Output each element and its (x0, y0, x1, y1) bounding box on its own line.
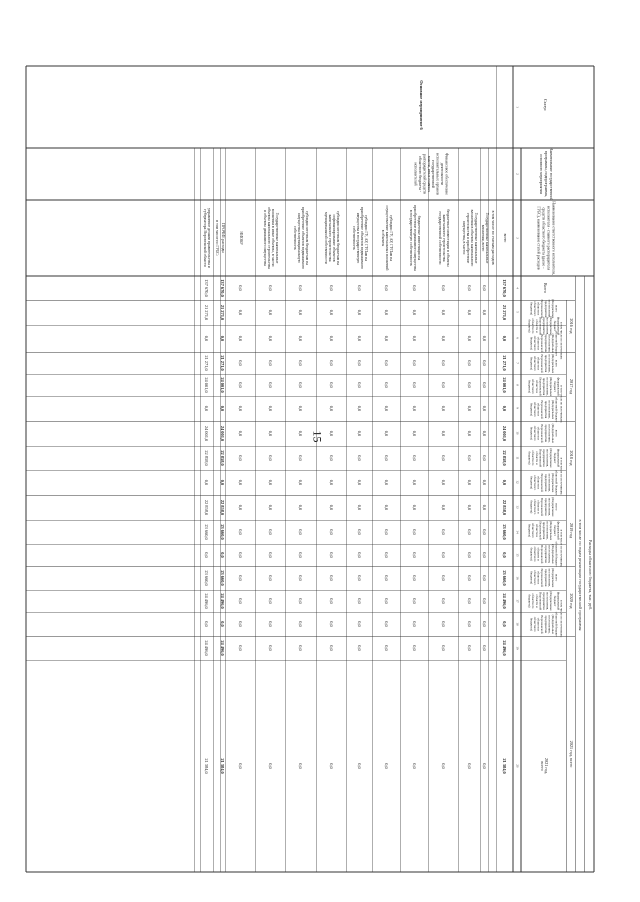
value-cell: 0,0 (297, 479, 303, 486)
value-cell: 0,0 (237, 621, 243, 627)
value-cell: 0,0 (440, 360, 446, 366)
value-cell: 0,0 (237, 479, 243, 486)
row-label: Государственные капитальныевложения в иные объекты, в части:объекты капитального строительстваи объекты движимого имущества (263, 207, 279, 269)
value-cell: 23 660,0 (203, 570, 209, 586)
value-cell: 0,0 (383, 763, 389, 769)
column-number: 10 (515, 431, 520, 435)
page-number: 15 (310, 430, 325, 443)
value-cell: 0,0 (267, 285, 273, 291)
value-cell: 0,0 (383, 335, 389, 342)
row-label: субсидии ГУ, АУ, ГУПам наприобретение объектов недвижимогоимущества в государственнуюсобственность (352, 206, 368, 270)
value-cell: 24 496,0 (203, 593, 209, 609)
value-cell: 0,0 (328, 504, 334, 511)
value-cell: 0,0 (267, 552, 273, 558)
value-cell: 0,0 (297, 405, 303, 412)
value-cell: 0,0 (237, 382, 243, 388)
value-cell: 0,0 (356, 430, 362, 437)
value-cell: 0,0 (267, 309, 273, 316)
value-cell: 0,0 (356, 598, 362, 604)
in-that-header: в том числе по источникам: (559, 599, 564, 638)
value-cell: 0,0 (411, 552, 417, 558)
value-cell: 0,0 (237, 645, 243, 651)
value-cell: 0,0 (297, 360, 303, 366)
value-cell: 0,0 (328, 309, 334, 316)
value-cell: 0,0 (356, 645, 362, 651)
value-cell: 0,0 (267, 504, 273, 511)
value-cell: 0,0 (356, 621, 362, 627)
year-header: 2020 год (569, 593, 575, 609)
value-cell: 22 858,0 (501, 450, 507, 466)
value-cell: 24 496,0 (203, 640, 209, 656)
value-cell: 0,0 (440, 405, 446, 412)
row-label: субсидии ГУ, АУ, ГУПам наосуществление капитальных вложенийв объекты (381, 205, 393, 271)
value-cell: 0,0 (267, 405, 273, 412)
column-number: 16 (515, 576, 520, 580)
value-cell: 0,0 (203, 335, 209, 342)
value-cell: 24 496,0 (219, 640, 225, 656)
budget-subtitle: в том числе по годам реализации государственной программы (578, 519, 584, 631)
value-cell: 0,0 (328, 430, 334, 437)
value-cell: 0,0 (267, 575, 273, 581)
column-number: 17 (515, 599, 520, 603)
row-label: всего (503, 233, 507, 243)
subheader: федеральныйбюджет(Федеральныепоступления,предприятияВоронежскойобласти иобластногобюджета) (527, 316, 561, 336)
value-cell: 0,0 (297, 430, 303, 437)
value-cell: 22 858,0 (203, 450, 209, 466)
value-cell: 0,0 (328, 552, 334, 558)
value-cell: 0,0 (466, 455, 472, 461)
value-cell: 0,0 (383, 405, 389, 412)
subheader: всего(Федеральныепоступления,предприятияВоронежскойобласти иобластногобюджета) (529, 567, 559, 588)
value-cell: 0,0 (466, 430, 472, 437)
in-that-header: в том числе по источникам: (559, 529, 564, 568)
value-cell: 0,0 (267, 529, 273, 535)
value-cell: 0,0 (440, 309, 446, 316)
column-number: 4 (515, 287, 520, 289)
value-cell: 0,0 (328, 455, 334, 461)
column-number: 6 (515, 337, 520, 339)
value-cell: 0,0 (411, 479, 417, 486)
value-cell: 0,0 (328, 763, 334, 769)
value-cell: 0,0 (356, 763, 362, 769)
value-cell: 0,0 (237, 575, 243, 581)
value-cell: 0,0 (411, 360, 417, 366)
value-cell: 23 660,0 (501, 570, 507, 586)
budget-title: Расходы областного бюджета, тыс. руб. (588, 539, 594, 611)
subheader: областной бюджет(Федеральныепоступления,предприятияВоронежскойобласти иобластногобюджета) (529, 611, 559, 637)
value-cell: 0,0 (297, 763, 303, 769)
program-header: Наименование государственнойпрограммы, подпрограммы,основного мероприятия (539, 147, 553, 201)
value-cell: 0,0 (237, 763, 243, 769)
value-cell: 0,0 (466, 309, 472, 316)
value-cell: 0,0 (383, 285, 389, 291)
value-cell: 0,0 (466, 529, 472, 535)
column-number: 12 (515, 480, 520, 484)
value-cell: 0,0 (219, 479, 225, 486)
value-cell: 0,0 (297, 285, 303, 291)
value-cell: 0,0 (297, 335, 303, 342)
value-cell: 0,0 (356, 360, 362, 366)
value-cell: 23 660,0 (203, 524, 209, 540)
value-cell: 0,0 (356, 455, 362, 461)
value-cell: 0,0 (328, 645, 334, 651)
value-cell: 0,0 (267, 645, 273, 651)
value-cell: 0,0 (501, 405, 507, 412)
value-cell: 0,0 (297, 552, 303, 558)
value-cell: 0,0 (356, 529, 362, 535)
row-label: субсидии местным бюджетам насофинансирование объектовкапитального строительствамуниципальной собственности (324, 210, 340, 266)
value-cell: 0,0 (440, 763, 446, 769)
column-number: 8 (515, 384, 520, 386)
value-cell: 0,0 (237, 529, 243, 535)
value-cell: 21 271,0 (203, 304, 209, 321)
subheader: областной бюджет(Федеральныепоступления,предприятияВоронежскойобласти иобластногобюджета) (529, 330, 559, 356)
row-label: НИОКР (239, 231, 243, 245)
value-cell: 0,0 (297, 529, 303, 535)
value-cell: 0,0 (356, 504, 362, 511)
value-cell: 0,0 (440, 575, 446, 581)
subheader: федеральныйбюджет(Федеральныепоступления,предприятияВоронежскойобласти иобластногобюджета) (527, 520, 561, 541)
value-cell: 0,0 (383, 309, 389, 316)
value-cell: 0,0 (481, 479, 487, 486)
value-cell: 0,0 (466, 598, 472, 604)
value-cell: 0,0 (411, 335, 417, 342)
value-cell: 0,0 (356, 479, 362, 486)
value-cell: 0,0 (440, 529, 446, 535)
value-cell: 0,0 (481, 405, 487, 412)
column-number: 7 (515, 362, 520, 364)
value-cell: 0,0 (267, 479, 273, 486)
subheader: всего(Федеральныепоступления,предприятияВоронежскойобласти иобластногобюджета) (529, 423, 559, 444)
value-cell: 0,0 (237, 455, 243, 461)
value-cell: 0,0 (267, 455, 273, 461)
value-cell: 21 384,0 (501, 758, 507, 774)
value-cell: 24 496,0 (501, 593, 507, 609)
subheader: федеральныйбюджет(Федеральныепоступления,предприятияВоронежскойобласти иобластногобюджета) (527, 448, 561, 468)
value-cell: 0,0 (481, 552, 487, 558)
value-cell: 21 384,0 (219, 758, 225, 774)
value-cell: 0,0 (411, 575, 417, 581)
in-that-header: в том числе по источникам: (559, 457, 564, 496)
total-header: Всего (543, 282, 549, 294)
value-cell: 0,0 (328, 405, 334, 412)
value-cell: 0,0 (411, 763, 417, 769)
value-cell: 0,0 (440, 479, 446, 486)
value-cell: 24 001,0 (203, 377, 209, 393)
subheader: всего(Федеральныепоступления,предприятияВоронежскойобласти иобластногобюджета) (529, 353, 559, 374)
value-cell: 0,0 (328, 598, 334, 604)
value-cell: 0,0 (481, 575, 487, 581)
column-number: 19 (515, 646, 520, 650)
column-number: 13 (515, 505, 520, 509)
column-number: 3 (515, 237, 520, 239)
value-cell: 0,0 (466, 504, 472, 511)
value-cell: 0,0 (501, 552, 507, 558)
value-cell: 0,0 (411, 285, 417, 291)
value-cell: 22 858,0 (219, 499, 225, 516)
value-cell: 0,0 (328, 529, 334, 535)
value-cell: 0,0 (383, 360, 389, 366)
value-cell: 24 001,0 (501, 377, 507, 393)
value-cell: 137 670,0 (501, 279, 507, 297)
status-label: Основное мероприятие 6 (419, 80, 424, 130)
year-header: 2018 год (569, 450, 575, 466)
value-cell: 0,0 (481, 285, 487, 291)
subheader: областной бюджет(Федеральныепоступления,предприятияВоронежскойобласти иобластногобюджета) (529, 470, 559, 496)
value-cell: 21 271,0 (219, 355, 225, 371)
value-cell: 0,0 (411, 382, 417, 388)
value-cell: 0,0 (383, 455, 389, 461)
value-cell: 22 858,0 (203, 499, 209, 516)
value-cell: 0,0 (481, 382, 487, 388)
column-number: 9 (515, 407, 520, 409)
value-cell: 0,0 (411, 430, 417, 437)
value-cell: 0,0 (440, 645, 446, 651)
column-number: 5 (515, 311, 520, 313)
value-cell: 0,0 (356, 335, 362, 342)
value-cell: 0,0 (328, 621, 334, 627)
subheader: областной бюджет(Федеральныепоступления,предприятияВоронежскойобласти иобластногобюджета) (529, 396, 559, 423)
in-that-header: в том числе по источникам: (559, 385, 564, 423)
year-total-header: 2021 год,всего (540, 757, 549, 775)
value-cell: 0,0 (383, 645, 389, 651)
value-cell: 22 858,0 (501, 499, 507, 516)
value-cell: 0,0 (481, 455, 487, 461)
value-cell: 0,0 (440, 552, 446, 558)
value-cell: 0,0 (411, 645, 417, 651)
value-cell: 24 001,0 (219, 377, 225, 393)
value-cell: 0,0 (466, 382, 472, 388)
column-number: 18 (515, 622, 520, 626)
value-cell: 0,0 (481, 645, 487, 651)
value-cell: 21 271,0 (501, 304, 507, 321)
value-cell: 0,0 (219, 405, 225, 412)
value-cell: 0,0 (237, 309, 243, 316)
year-header: 2019 год (569, 522, 575, 539)
value-cell: 0,0 (383, 598, 389, 604)
value-cell: 0,0 (440, 335, 446, 342)
value-cell: 24 496,0 (501, 640, 507, 656)
value-cell: 0,0 (466, 621, 472, 627)
value-cell: 0,0 (383, 479, 389, 486)
value-cell: 0,0 (356, 285, 362, 291)
value-cell: 0,0 (440, 430, 446, 437)
value-cell: 0,0 (356, 382, 362, 388)
value-cell: 0,0 (501, 479, 507, 486)
value-cell: 0,0 (203, 621, 209, 627)
year-header: 2016 год (569, 318, 575, 334)
value-cell: 0,0 (203, 479, 209, 486)
subheader: федеральныйбюджет(Федеральныепоступления,предприятияВоронежскойобласти иобластногобюджета) (527, 591, 561, 611)
row-label: Государственные капитальныевложения, всего (481, 212, 489, 264)
value-cell: 0,0 (440, 455, 446, 461)
value-cell: 23 660,0 (219, 524, 225, 540)
row-label: ПРОЧИЕ расходы (221, 223, 225, 253)
value-cell: 0,0 (383, 575, 389, 581)
value-cell: 0,0 (481, 529, 487, 535)
value-cell: 0,0 (328, 479, 334, 486)
value-cell: 0,0 (297, 598, 303, 604)
value-cell: 0,0 (203, 405, 209, 412)
value-cell: 0,0 (481, 621, 487, 627)
value-cell: 0,0 (411, 621, 417, 627)
value-cell: 0,0 (297, 382, 303, 388)
value-cell: 0,0 (356, 405, 362, 412)
value-cell: 0,0 (237, 430, 243, 437)
value-cell: 0,0 (466, 763, 472, 769)
value-cell: 0,0 (466, 575, 472, 581)
value-cell: 0,0 (267, 382, 273, 388)
value-cell: 0,0 (356, 309, 362, 316)
row-label: субсидии местным бюджетам наприобретение объектов недвижимогоимущества в муниципальнуюсобственность (293, 206, 309, 270)
value-cell: 0,0 (237, 360, 243, 366)
value-cell: 0,0 (440, 504, 446, 511)
year-header: 2021 год, всего (569, 740, 575, 768)
value-cell: 0,0 (481, 309, 487, 316)
value-cell: 0,0 (267, 621, 273, 627)
value-cell: 0,0 (411, 504, 417, 511)
value-cell: 0,0 (237, 598, 243, 604)
status-header: Статус (543, 98, 549, 112)
value-cell: 0,0 (219, 621, 225, 627)
subheader: всего(Федеральныепоступления,предприятияВоронежскойобласти иобластногобюджета) (529, 497, 559, 517)
row-label: бюджетные инвестиции в объектыкапитального строительствагосударственной собственности (438, 209, 450, 267)
subheader: всего(Федеральныепоступления,предприятияВоронежскойобласти иобластногобюджета) (529, 298, 559, 319)
value-cell: 0,0 (383, 430, 389, 437)
value-cell: 0,0 (466, 360, 472, 366)
value-cell: 0,0 (237, 552, 243, 558)
value-cell: 0,0 (440, 382, 446, 388)
in-that-header: в том числе по источникам: (559, 321, 564, 360)
value-cell: 0,0 (297, 575, 303, 581)
value-cell: 0,0 (297, 309, 303, 316)
value-cell: 22 858,0 (219, 450, 225, 466)
column-number: 1 (515, 106, 520, 108)
value-cell: 0,0 (383, 529, 389, 535)
value-cell: 0,0 (440, 285, 446, 291)
column-number: 14 (515, 530, 520, 534)
source-header: Наименование ответственного исполнителя,исполнителя - главного распорядителясредств областного бюджета (далее -ГРБС), наименование статей расходов (536, 201, 556, 275)
value-cell: 0,0 (481, 360, 487, 366)
value-cell: 137 670,0 (219, 279, 225, 297)
value-cell: 0,0 (383, 504, 389, 511)
value-cell: 0,0 (466, 335, 472, 342)
value-cell: 0,0 (219, 335, 225, 342)
value-cell: 0,0 (267, 430, 273, 437)
year-header: 2017 год (569, 378, 575, 395)
row-label: управление делами правительства игубернатора Воронежской области (203, 208, 211, 268)
value-cell: 0,0 (481, 430, 487, 437)
value-cell: 0,0 (297, 645, 303, 651)
column-number: 2 (515, 173, 520, 175)
value-cell: 0,0 (356, 552, 362, 558)
value-cell: 0,0 (219, 552, 225, 558)
value-cell: 0,0 (237, 335, 243, 342)
value-cell: 0,0 (411, 455, 417, 461)
row-label: Государственные капитальныевложения в объекты капитальногостроительства и приобретениеимущества, в части: (462, 209, 478, 267)
value-cell: 0,0 (328, 285, 334, 291)
row-label: в том числе по ГРБС: (215, 220, 219, 256)
value-cell: 24 001,0 (501, 425, 507, 442)
value-cell: 0,0 (328, 360, 334, 366)
value-cell: 0,0 (297, 504, 303, 511)
row-label: бюджетные инвестиции наприобретение недвижимого имуществав государственную собственность (409, 205, 421, 271)
value-cell: 21 384,0 (203, 758, 209, 774)
value-cell: 0,0 (237, 504, 243, 511)
value-cell: 0,0 (481, 598, 487, 604)
row-label: в том числе по статьям расходов: (491, 210, 495, 266)
value-cell: 0,0 (383, 621, 389, 627)
column-number: 11 (515, 456, 520, 460)
value-cell: 0,0 (411, 405, 417, 412)
value-cell: 0,0 (237, 405, 243, 412)
value-cell: 0,0 (466, 285, 472, 291)
value-cell: 0,0 (481, 504, 487, 511)
value-cell: 0,0 (328, 575, 334, 581)
value-cell: 0,0 (383, 552, 389, 558)
value-cell: 0,0 (466, 645, 472, 651)
value-cell: 0,0 (411, 529, 417, 535)
value-cell: 0,0 (267, 335, 273, 342)
value-cell: 0,0 (297, 621, 303, 627)
value-cell: 0,0 (267, 763, 273, 769)
subheader: федеральныйбюджет(Федеральныепоступления,предприятияВоронежскойобласти иобластногобюджета) (527, 376, 561, 397)
value-cell: 0,0 (411, 598, 417, 604)
value-cell: 21 271,0 (501, 355, 507, 371)
value-cell: 0,0 (466, 405, 472, 412)
value-cell: 0,0 (203, 552, 209, 558)
value-cell: 0,0 (481, 763, 487, 769)
value-cell: 0,0 (440, 621, 446, 627)
value-cell: 24 496,0 (219, 593, 225, 609)
value-cell: 23 660,0 (219, 570, 225, 586)
value-cell: 0,0 (328, 382, 334, 388)
value-cell: 0,0 (411, 309, 417, 316)
value-cell: 0,0 (237, 285, 243, 291)
value-cell: 0,0 (328, 335, 334, 342)
column-number: 15 (515, 553, 520, 557)
value-cell: 0,0 (356, 575, 362, 581)
value-cell: 24 001,0 (203, 425, 209, 442)
value-cell: 23 660,0 (501, 524, 507, 540)
value-cell: 0,0 (466, 552, 472, 558)
value-cell: 0,0 (440, 598, 446, 604)
value-cell: 0,0 (267, 360, 273, 366)
value-cell: 21 271,0 (219, 304, 225, 321)
value-cell: 0,0 (501, 335, 507, 342)
value-cell: 0,0 (267, 598, 273, 604)
value-cell: 0,0 (297, 455, 303, 461)
subheader: областной бюджет(Федеральныепоступления,предприятияВоронежскойобласти иобластногобюджета) (529, 541, 559, 567)
value-cell: 0,0 (501, 621, 507, 627)
value-cell: 21 271,0 (203, 355, 209, 371)
value-cell: 137 670,0 (203, 279, 209, 297)
column-number: 20 (515, 764, 520, 768)
value-cell: 0,0 (383, 382, 389, 388)
value-cell: 0,0 (481, 335, 487, 342)
value-cell: 0,0 (466, 479, 472, 486)
value-cell: 24 001,0 (219, 425, 225, 442)
program-label: Финансовое обеспечениедеятельностиисполнительных органовгосударственнойвласти, иных главныхраспорядителей средствобластного бюджета -исполнителей (413, 153, 449, 195)
